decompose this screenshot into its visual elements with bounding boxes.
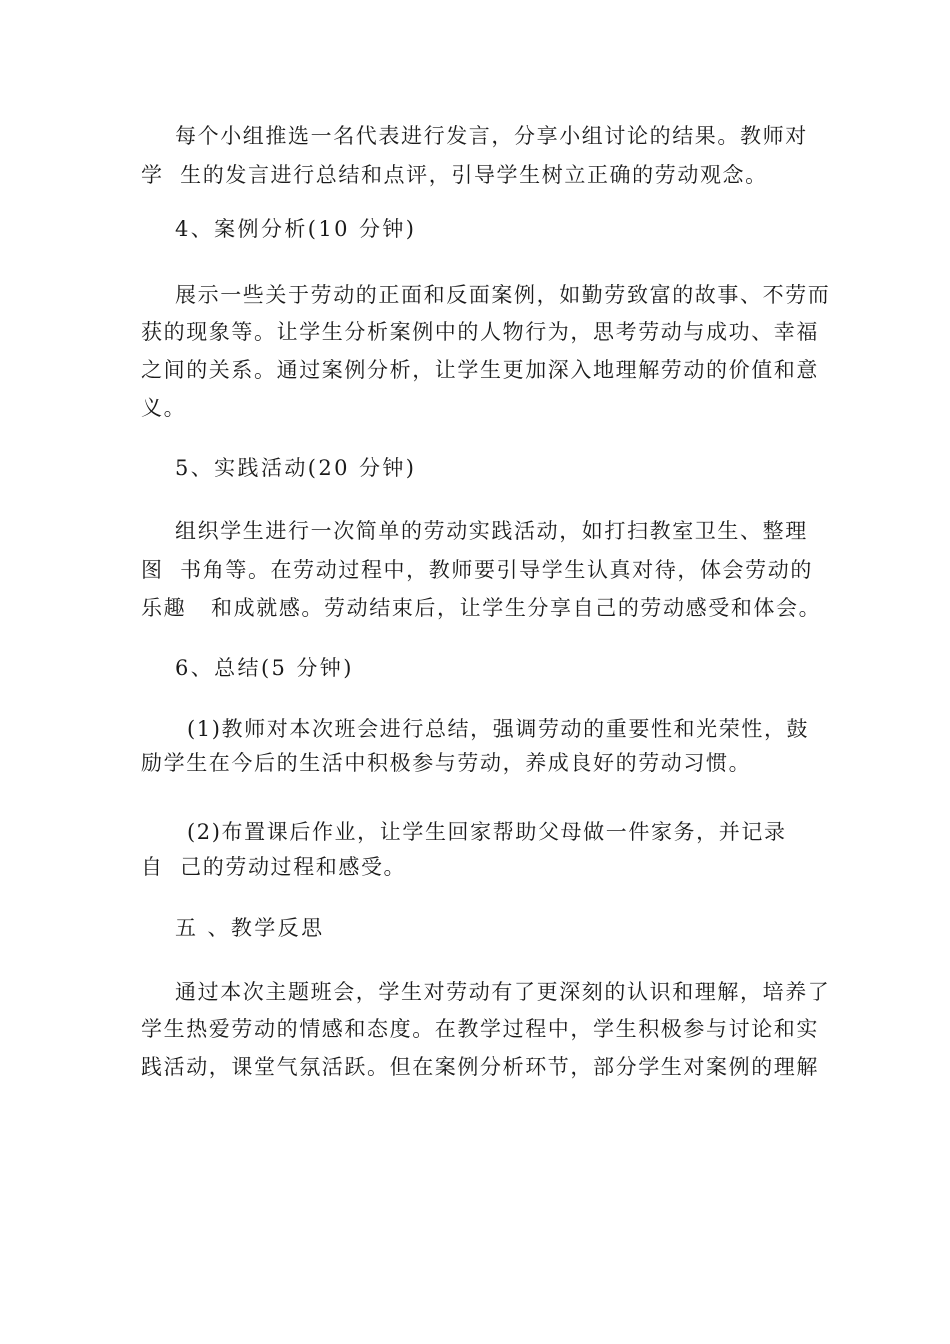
paragraph-4-line-1: (1)教师对本次班会进行总结，强调劳动的重要性和光荣性，鼓 (187, 717, 810, 741)
paragraph-6-line-1: 通过本次主题班会，学生对劳动有了更深刻的认识和理解，培养了 (175, 980, 831, 1004)
section-heading-reflection: 五 、教学反思 (175, 916, 325, 940)
paragraph-5-line-2: 自 己的劳动过程和感受。 (141, 855, 407, 879)
section-heading-5: 5、实践活动(20 分钟) (175, 456, 417, 480)
paragraph-2-line-2: 获的现象等。让学生分析案例中的人物行为，思考劳动与成功、幸福 (141, 320, 819, 344)
paragraph-1-line-1: 每个小组推选一名代表进行发言，分享小组讨论的结果。教师对 (175, 124, 808, 148)
section-heading-6: 6、总结(5 分钟) (175, 656, 354, 680)
paragraph-6-line-2: 学生热爱劳动的情感和态度。在教学过程中，学生积极参与讨论和实 (141, 1017, 819, 1041)
paragraph-2-line-1: 展示一些关于劳动的正面和反面案例，如勤劳致富的故事、不劳而 (175, 283, 831, 307)
paragraph-2-line-3: 之间的关系。通过案例分析，让学生更加深入地理解劳动的价值和意 (141, 358, 819, 382)
paragraph-4-line-2: 励学生在今后的生活中积极参与劳动，养成良好的劳动习惯。 (141, 751, 752, 775)
paragraph-3-line-2: 图 书角等。在劳动过程中，教师要引导学生认真对待，体会劳动的 (141, 558, 813, 582)
section-heading-4: 4、案例分析(10 分钟) (175, 217, 417, 241)
paragraph-1-line-2: 学 生的发言进行总结和点评，引导学生树立正确的劳动观念。 (141, 163, 768, 187)
paragraph-3-line-3: 乐趣 和成就感。劳动结束后，让学生分享自己的劳动感受和体会。 (141, 596, 822, 620)
paragraph-2-line-4: 义。 (141, 396, 187, 420)
paragraph-6-line-3: 践活动，课堂气氛活跃。但在案例分析环节，部分学生对案例的理解 (141, 1055, 819, 1079)
paragraph-5-line-1: (2)布置课后作业，让学生回家帮助父母做一件家务，并记录 (187, 820, 787, 844)
paragraph-3-line-1: 组织学生进行一次简单的劳动实践活动，如打扫教室卫生、整理 (175, 519, 808, 543)
